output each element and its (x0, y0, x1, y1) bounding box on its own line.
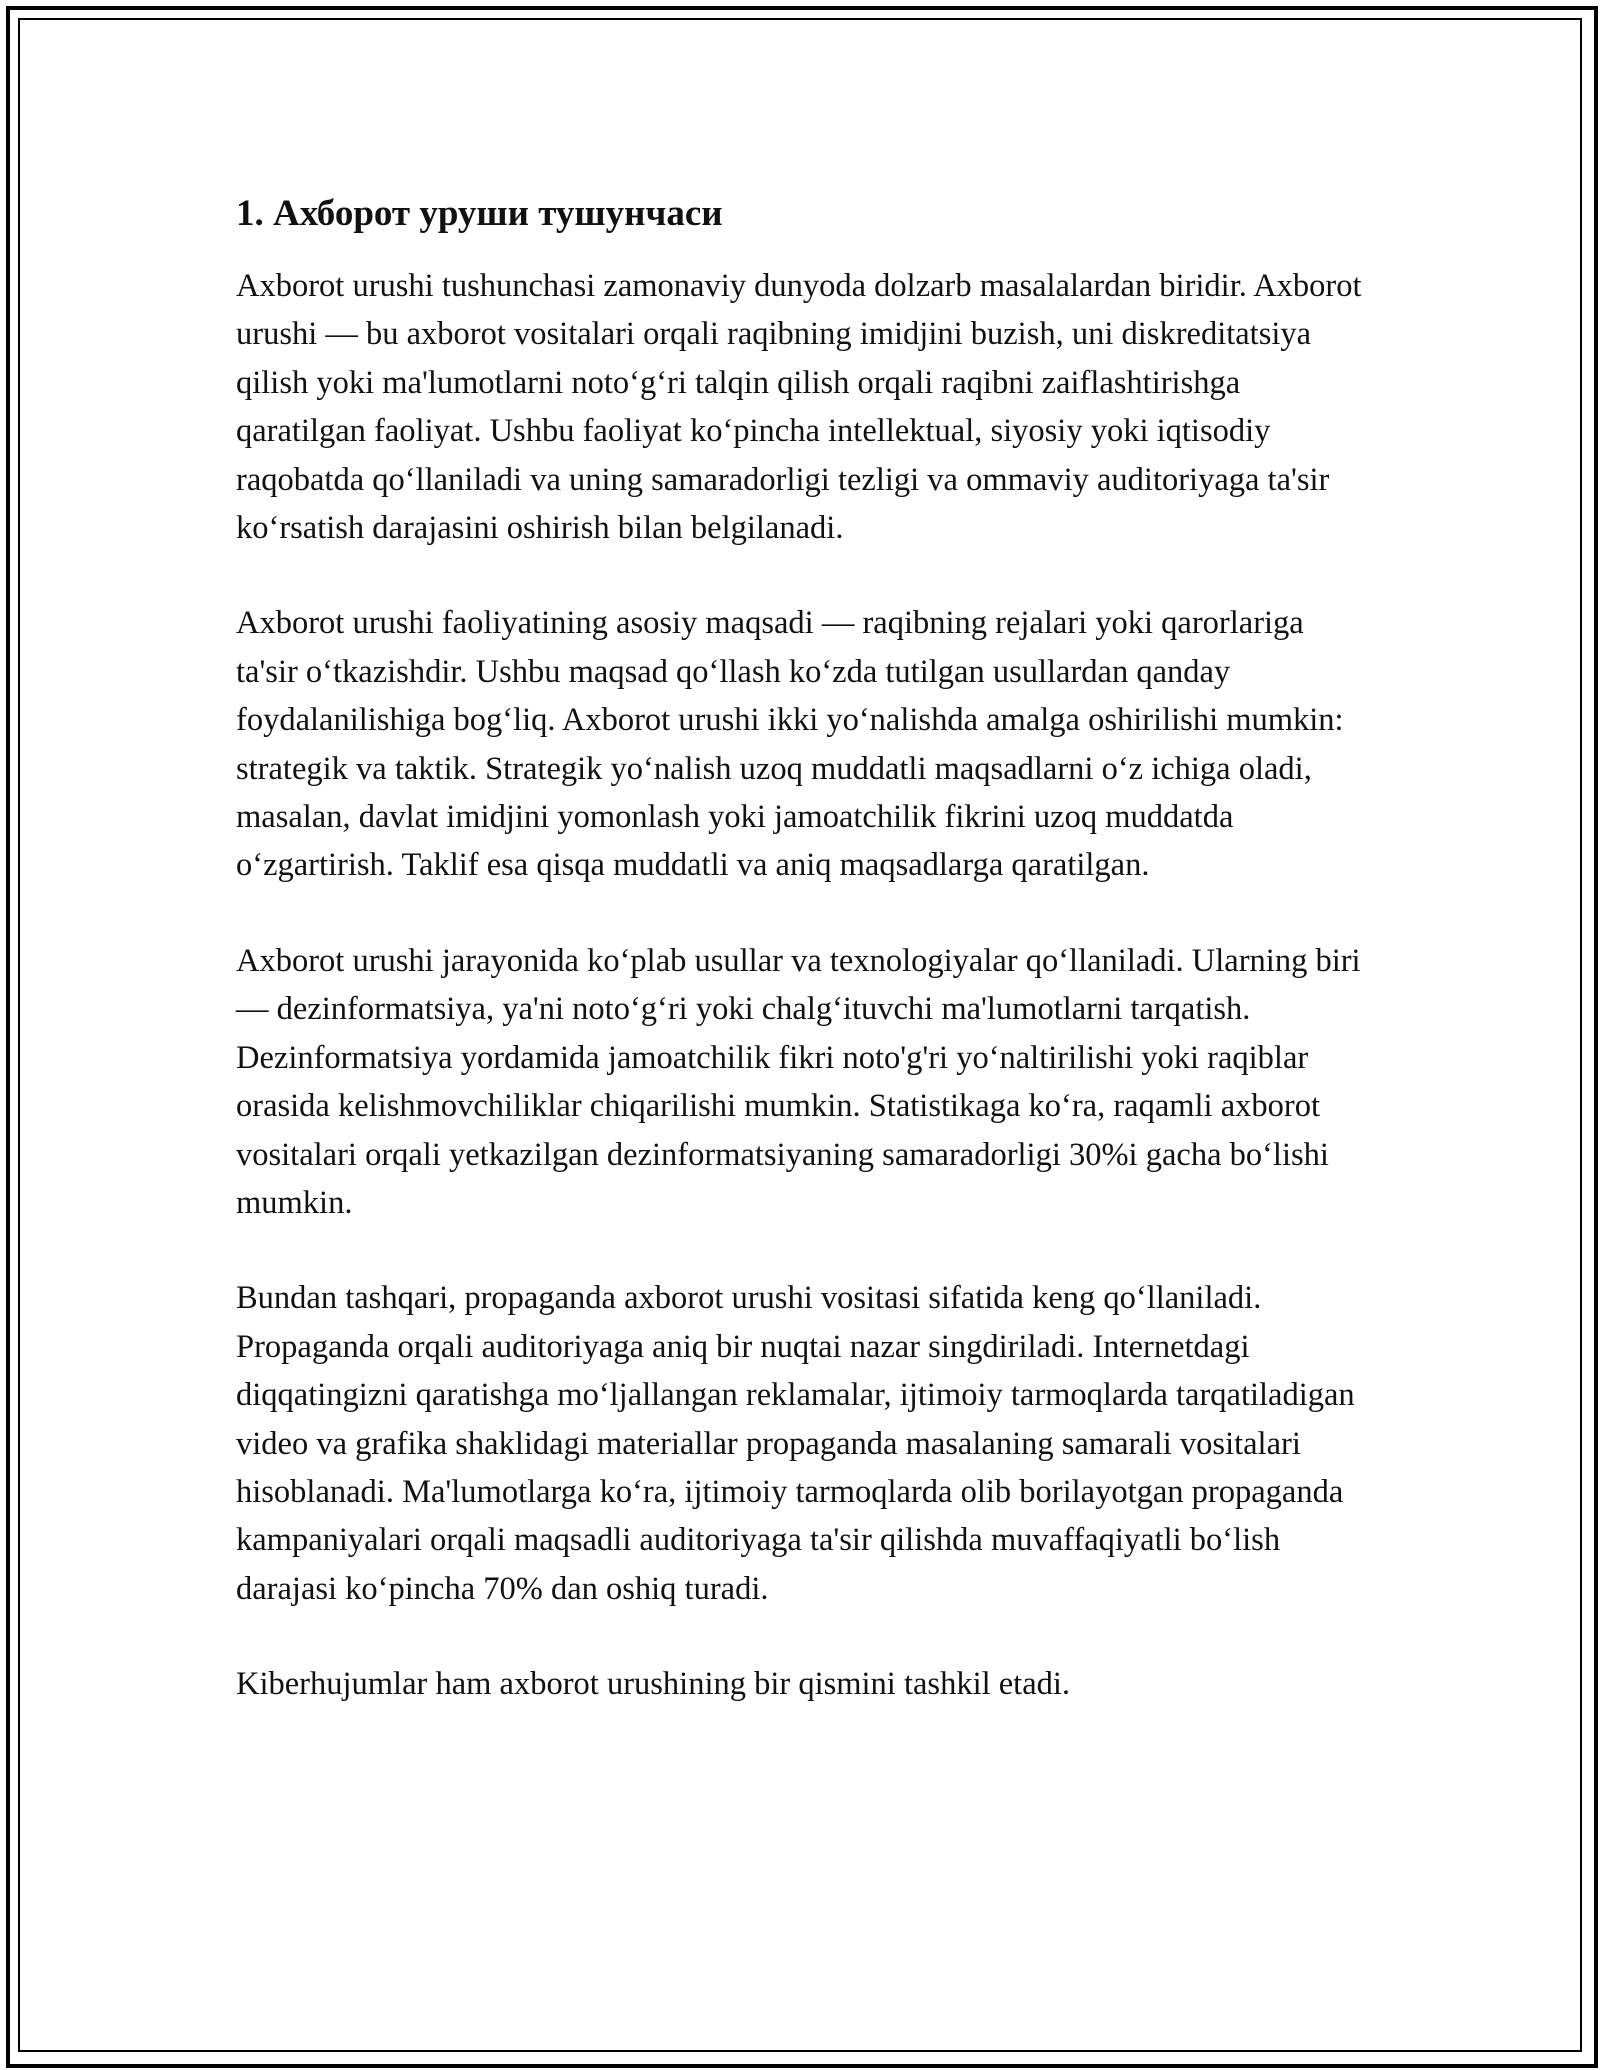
paragraph-2: Axborot urushi faoliyatining asosiy maqsadi — raqibning rejalari yoki qarorlariga ta'sir o‘tkazishdir. Ushbu maqsad qo‘llash ko‘zda tutilgan usullardan qanday foydalanilishiga bog‘liq. Axborot urushi ikki yo‘nalishda amalga oshirilishi mumkin: strategik va taktik. Strategik yo‘nalish uzoq muddatli maqsadlarni o‘z ichiga oladi, masalan, davlat imidjini yomonlash yoki jamoatchilik fikrini uzoq muddatda o‘zgartirish. Taklif esa qisqa muddatli va aniq maqsadlarga qaratilgan. (236, 605, 1344, 884)
document-body (236, 188, 1366, 1756)
paragraph-3: Axborot urushi jarayonida ko‘plab usullar va texnologiyalar qo‘llaniladi. Ularning biri — dezinformatsiya, ya'ni noto‘g‘ri yoki chalg‘ituvchi ma'lumotlarni tarqatish. Dezinformatsiya yordamida jamoatchilik fikri noto'g'ri yo‘naltirilishi yoki raqiblar orasida kelishmovchiliklar chiqarilishi mumkin. Statistikaga ko‘ra, raqamli axborot vositalari orqali yetkazilgan dezinformatsiyaning samaradorligi 30%i gacha bo‘lishi mumkin. (236, 942, 1361, 1221)
paragraph-1: Axborot urushi tushunchasi zamonaviy dunyoda dolzarb masalalardan biridir. Axborot urushi — bu axborot vositalari orqali raqibning imidjini buzish, uni diskreditatsiya qilish yoki ma'lumotlarni noto‘g‘ri talqin qilish orqali raqibni zaiflashtirishga qaratilgan faoliyat. Ushbu faoliyat ko‘pincha intellektual, siyosiy yoki iqtisodiy raqobatda qo‘llaniladi va uning samaradorligi tezligi va ommaviy auditoriyaga ta'sir ko‘rsatish darajasini oshirish bilan belgilanadi. (236, 268, 1362, 547)
paragraph-5: Kiberhujumlar ham axborot urushining bir qismini tashkil etadi. (236, 1666, 1071, 1703)
paragraph-4: Bundan tashqari, propaganda axborot urushi vositasi sifatida keng qo‘llaniladi. Propaganda orqali auditoriyaga aniq bir nuqtai nazar singdiriladi. Internetdagi diqqatingizni qaratishga mo‘ljallangan reklamalar, ijtimoiy tarmoqlarda tarqatiladigan video va grafika shaklidagi materiallar propaganda masalaning samarali vositalari hisoblanadi. Ma'lumotlarga ko‘ra, ijtimoiy tarmoqlarda olib borilayotgan propaganda kampaniyalari orqali maqsadli auditoriyaga ta'sir qilishda muvaffaqiyatli bo‘lish darajasi ko‘pincha 70% dan oshiq turadi. (236, 1280, 1355, 1607)
section-title: 1. Ахборот уруши тушунчаси (236, 193, 723, 234)
